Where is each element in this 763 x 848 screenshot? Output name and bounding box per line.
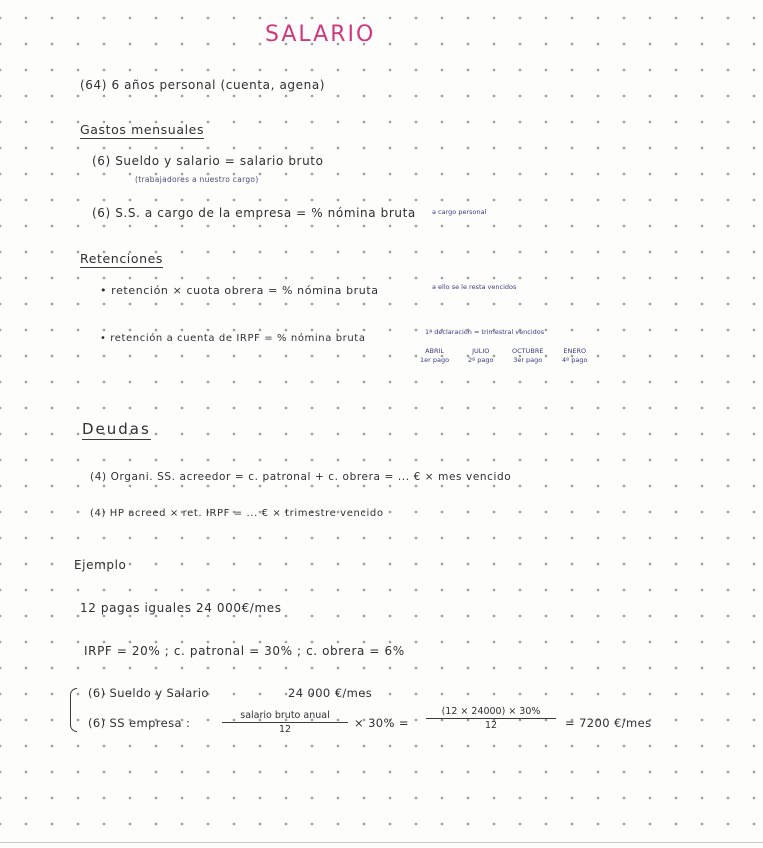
ejemplo-heading: Ejemplo: [74, 558, 127, 572]
scan-edge: [0, 842, 763, 843]
irpf-line: • retención a cuenta de IRPF = % nómina bruta: [100, 333, 366, 344]
ejemplo-line-1: 12 pagas iguales 24 000€/mes: [80, 601, 282, 615]
fraction-2-numerator: (12 × 24000) × 30%: [426, 706, 556, 719]
fraction-salario-anual: [222, 710, 348, 735]
fraction-multiplier: × 30% =: [354, 716, 409, 730]
calendar-octubre: OCTUBRE 3er pago: [512, 347, 544, 364]
example-sueldo-value: 24 000 €/mes: [288, 686, 373, 700]
deudas-line-1: (4) Organi. SS. acreedor = c. patronal + c. obrera = ... € × mes vencido: [90, 471, 512, 483]
page-title: SALARIO: [265, 22, 376, 47]
example-ss-label: (6) SS empresa :: [88, 716, 191, 730]
example-sueldo-label: (6) Sueldo y Salario: [88, 686, 209, 700]
fraction-2-denominator: 12: [484, 720, 498, 731]
cuota-note: a ello se le resta vencidos: [432, 283, 517, 291]
retenciones-heading: Retenciones: [80, 251, 164, 266]
gastos-heading: Gastos mensuales: [80, 122, 205, 137]
ss-line: (6) S.S. a cargo de la empresa = % nómina bruta: [92, 206, 416, 220]
calendar-julio: JULIO 2º pago: [468, 347, 494, 364]
deudas-heading: Deudas: [82, 420, 151, 438]
fraction-1-denominator: 12: [278, 724, 292, 735]
ejemplo-line-2: IRPF = 20% ; c. patronal = 30% ; c. obrera = 6%: [84, 644, 405, 658]
deudas-line-2: (4) HP acreed × ret. IRPF = ... € × trimestre vencido: [90, 508, 384, 519]
ss-note: a cargo personal: [432, 208, 487, 216]
fraction-1-numerator: salario bruto anual: [222, 710, 348, 723]
cuota-line: • retención × cuota obrera = % nómina bruta: [100, 284, 379, 297]
personal-line: (64) 6 años personal (cuenta, agena): [80, 78, 326, 92]
example-brace: [70, 688, 77, 732]
irpf-note: 1ª declaración = trimestral vencidos: [425, 328, 545, 336]
calendar-enero: ENERO 4º pago: [562, 347, 588, 364]
sueldo-note: (trabajadores a nuestro cargo): [135, 175, 259, 184]
calendar-abril: ABRIL 1er pago: [420, 347, 450, 364]
fraction-calculation: [426, 706, 556, 731]
sueldo-line: (6) Sueldo y salario = salario bruto: [92, 154, 324, 168]
example-result: = 7200 €/mes: [565, 716, 652, 730]
